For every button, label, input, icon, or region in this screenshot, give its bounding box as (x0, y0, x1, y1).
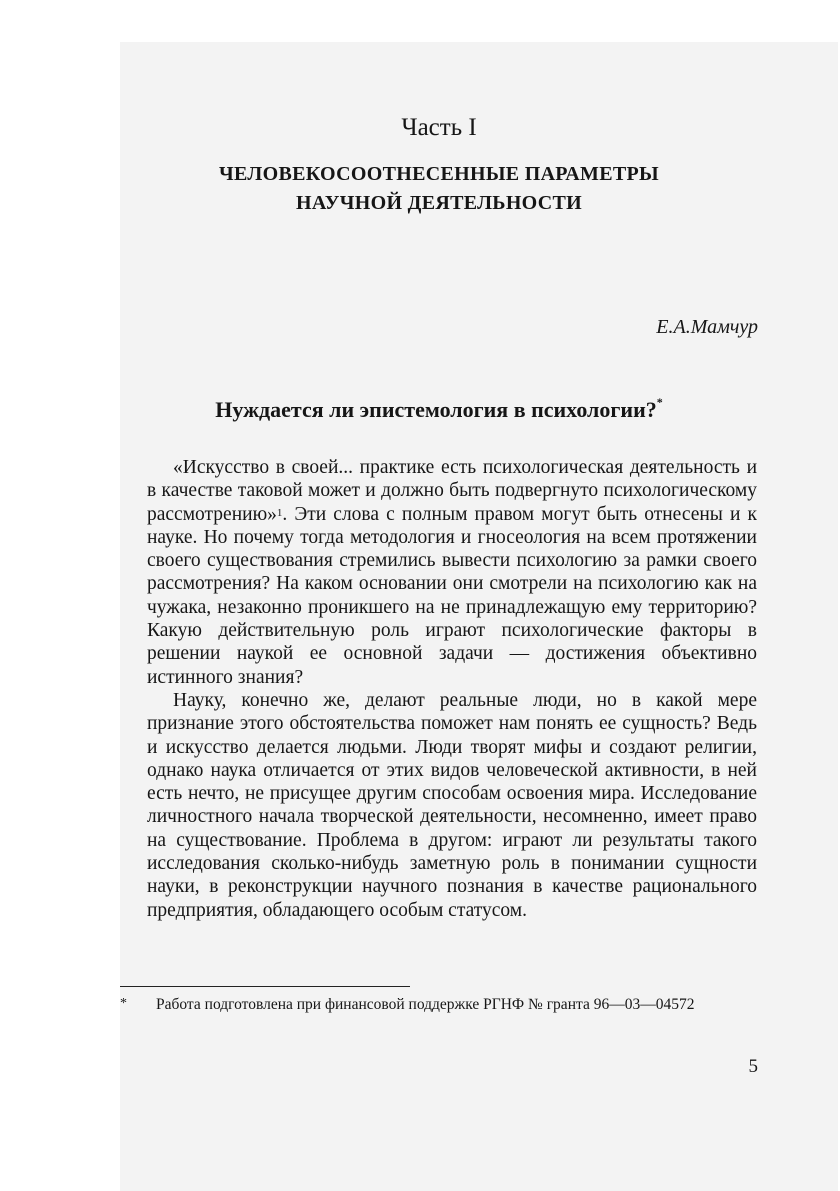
paragraph-1-quote: «Искусство в своей... практике есть психологическая деятельность и в качестве таковой может и должно быть подвергнуто психологическому рассмотрению» (147, 457, 757, 525)
section-title (120, 160, 758, 218)
article-body (147, 456, 757, 922)
paragraph-1-rest: . Эти слова с полным правом могут быть отнесены и к науке. Но почему тогда методология и гносеология на всем протяжении своего существования стремились вывести психологию за рамки своего рассмотрения? На каком основании они смотрели на психологию как на чужака, незаконно проникшего на не принадлежащую ему территорию? Какую действительную роль играют психологические факторы в решении наукой ее основной задачи — достижения объективно истинного знания? (147, 503, 757, 688)
article-title (120, 397, 758, 423)
footnote-marker: * (120, 996, 127, 1011)
section-title-line-2: НАУЧНОЙ ДЕЯТЕЛЬНОСТИ (295, 192, 583, 214)
part-title: Часть I (401, 114, 477, 141)
footnote (120, 996, 760, 1014)
article-title-footnote-marker: * (656, 395, 663, 409)
author-name: Е.А.Мамчур (656, 316, 758, 338)
paragraph-2: Науку, конечно же, делают реальные люди, но в какой мере признание этого обстоятельства поможет нам понять ее сущность? Ведь и искусство делается людьми. Люди творят мифы и создают религии, однако наука отличается от этих видов человеческой активности, в ней есть нечто, не присущее другим способам освоения мира. Исследование личностного начала творческой деятельности, несомненно, имеет право на существование. Проблема в другом: играют ли результаты такого исследования сколько-нибудь заметную роль в понимании сущности науки, в реконструкции научного познания в качестве рационального предприятия, обладающего особым статусом. (147, 689, 757, 921)
endnote-ref-1: 1 (276, 506, 283, 519)
footnote-text: Работа подготовлена при финансовой поддержке РГНФ № гранта 96—03—04572 (156, 996, 695, 1013)
footnote-divider (120, 986, 410, 987)
section-title-line-1: ЧЕЛОВЕКОСООТНЕСЕННЫЕ ПАРАМЕТРЫ (219, 163, 659, 185)
article-title-text: Нуждается ли эпистемология в психологии? (215, 397, 657, 422)
page-number: 5 (748, 1056, 758, 1077)
paragraph-1 (147, 456, 757, 689)
